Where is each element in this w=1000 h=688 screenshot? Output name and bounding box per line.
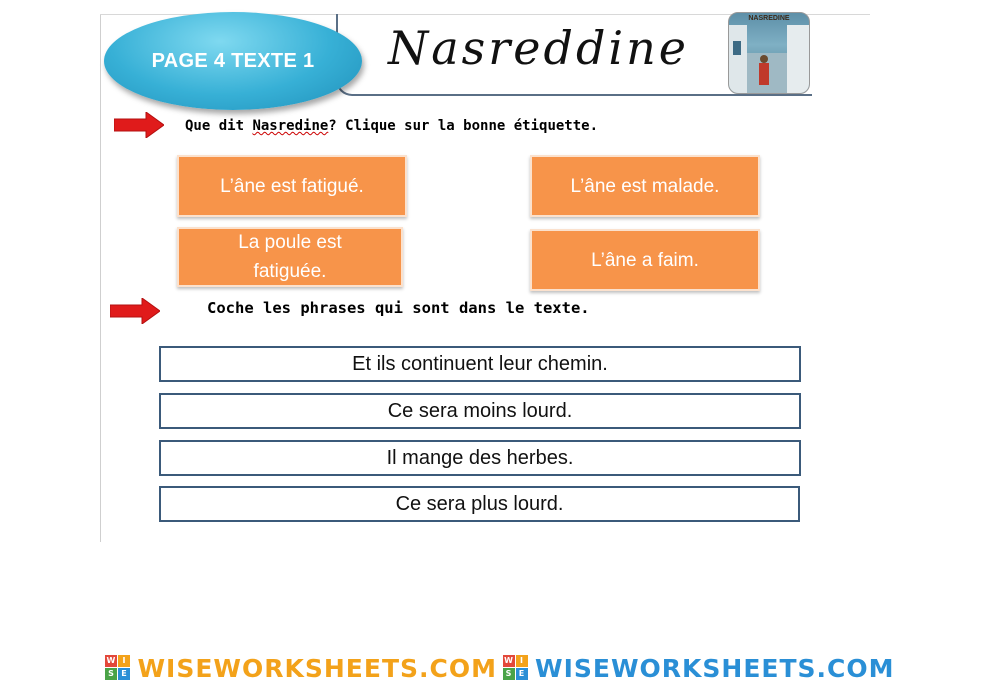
page-left-border [100,14,101,542]
sentence-checkbox-4[interactable]: Ce sera plus lourd. [159,486,800,522]
label-option-1[interactable]: L’âne est fatigué. [177,155,407,217]
page-title-badge [104,12,362,110]
page-title: PAGE 4 TEXTE 1 [151,49,315,72]
footer-brand-2: WISEWORKSHEETS.COM [535,653,895,683]
thumbnail-label: NASREDINE [748,15,790,22]
instruction-question-2: Coche les phrases qui sont dans le texte. [207,299,590,317]
story-thumbnail [728,12,810,94]
sentence-checkbox-1[interactable]: Et ils continuent leur chemin. [159,346,801,382]
nasreddine-logo: Nasreddine [388,21,689,75]
label-option-4[interactable]: L’âne a faim. [530,229,760,291]
footer-watermark [0,652,1000,684]
wiseworksheets-logo-icon: W I S E [503,655,529,681]
label-option-3[interactable]: La poule est fatiguée. [177,227,403,287]
right-arrow-icon [110,298,160,324]
sentence-checkbox-2[interactable]: Ce sera moins lourd. [159,393,801,429]
nasredine-name: Nasredine [252,118,329,134]
wiseworksheets-logo-icon: W I S E [105,655,131,681]
thumbnail-image [729,13,809,93]
instruction-question-1: Que dit Nasredine? Clique sur la bonne étiquette. [185,118,599,134]
sentence-checkbox-3[interactable]: Il mange des herbes. [159,440,801,476]
right-arrow-icon [114,112,164,138]
label-option-2[interactable]: L’âne est malade. [530,155,760,217]
footer-brand-1: WISEWORKSHEETS.COM [137,653,497,683]
